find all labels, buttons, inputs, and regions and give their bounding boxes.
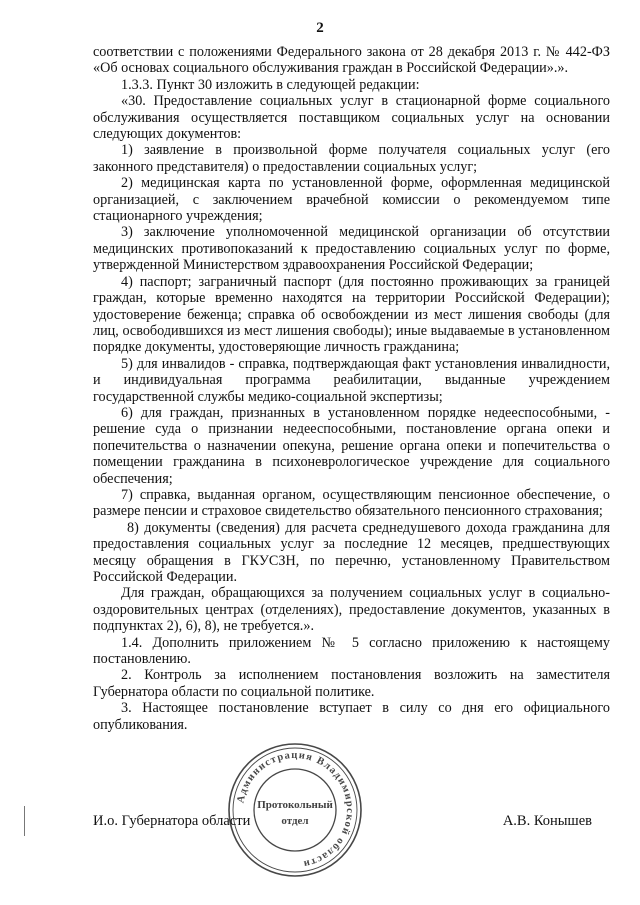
stamp-ring-text: Администрация Владимирской области (235, 749, 356, 870)
paragraph-continuation: соответствии с положениями Федерального закона от 28 декабря 2013 г. № 442-ФЗ «Об основах социального обслуживания граждан в Российской Федерации».». (93, 44, 610, 77)
list-item-7: 7) справка, выданная органом, осуществляющим пенсионное обеспечение, о размере пенсии и страховое свидетельство обязательного пенсионного страхования; (93, 486, 610, 520)
paragraph-clause-2: 2. Контроль за исполнением постановления возложить на заместителя Губернатора области по социальной политике. (93, 667, 610, 700)
list-item-5: 5) для инвалидов - справка, подтверждающая факт установления инвалидности, и индивидуальная программа реабилитации, выданные учреждением государственной службы медико-социальной экспертизы; (93, 355, 610, 405)
page-number: 2 (316, 20, 324, 36)
paragraph-exemption: Для граждан, обращающихся за получением социальных услуг в социально-оздоровительных центрах (отделениях), предоставление документов, указанных в подпунктах 2), 6), 8), не требуется.». (93, 585, 610, 635)
document-body (93, 44, 610, 733)
signatory-title: И.о. Губернатора области (93, 813, 251, 829)
official-stamp-seal (225, 740, 365, 880)
signatory-name: А.В. Конышев (502, 813, 592, 829)
list-item-3: 3) заключение уполномоченной медицинской организации об отсутствии медицинских противопоказаний к предоставлению социальных услуг по форме, утвержденной Министерством здравоохранения Российской Федерации; (93, 224, 610, 274)
stamp-center-line-1: Протокольный (257, 799, 333, 811)
margin-mark (24, 806, 25, 836)
list-item-6: 6) для граждан, признанных в установленном порядке недееспособными, - решение суда о признании недееспособными, постановление органа опеки и попечительства о назначении опекуна, решение органа опеки и попечительства о помещении гражданина в психоневрологическое учреждение для социального обеспечения; (93, 404, 610, 487)
list-item-4: 4) паспорт; заграничный паспорт (для постоянно проживающих за границей граждан, которые временно находятся на территории Российской Федерации); удостоверение беженца; справка об освобождении из мест лишения свободы (для лиц, освободившихся из мест лишения свободы); иные выдаваемые в установленном порядке документы, удостоверяющие личность гражданина; (93, 273, 610, 356)
paragraph-clause-3: 3. Настоящее постановление вступает в силу со дня его официального опубликования. (93, 700, 610, 733)
list-item-1: 1) заявление в произвольной форме получателя социальных услуг (его законного представителя) о предоставлении социальных услуг; (93, 142, 610, 175)
paragraph-point-30: «30. Предоставление социальных услуг в стационарной форме социального обслуживания осуществляется поставщиком социальных услуг на основании следующих документов: (93, 93, 610, 143)
paragraph-clause-1-4: 1.4. Дополнить приложением № 5 согласно приложению к настоящему постановлению. (93, 634, 610, 668)
paragraph-clause-1-3-3: 1.3.3. Пункт 30 изложить в следующей редакции: (121, 76, 420, 93)
stamp-center-line-2: отдел (281, 815, 309, 827)
list-item-2: 2) медицинская карта по установленной форме, оформленная медицинской организацией, с заключением врачебной комиссии о рекомендуемом типе стационарного учреждения; (93, 175, 610, 225)
list-item-8: 8) документы (сведения) для расчета среднедушевого дохода гражданина для предоставления социальных услуг за последние 12 месяцев, предшествующих месяцу обращения в ГКУСЗН, по перечню, установленному Правительством Российской Федерации. (93, 519, 610, 585)
